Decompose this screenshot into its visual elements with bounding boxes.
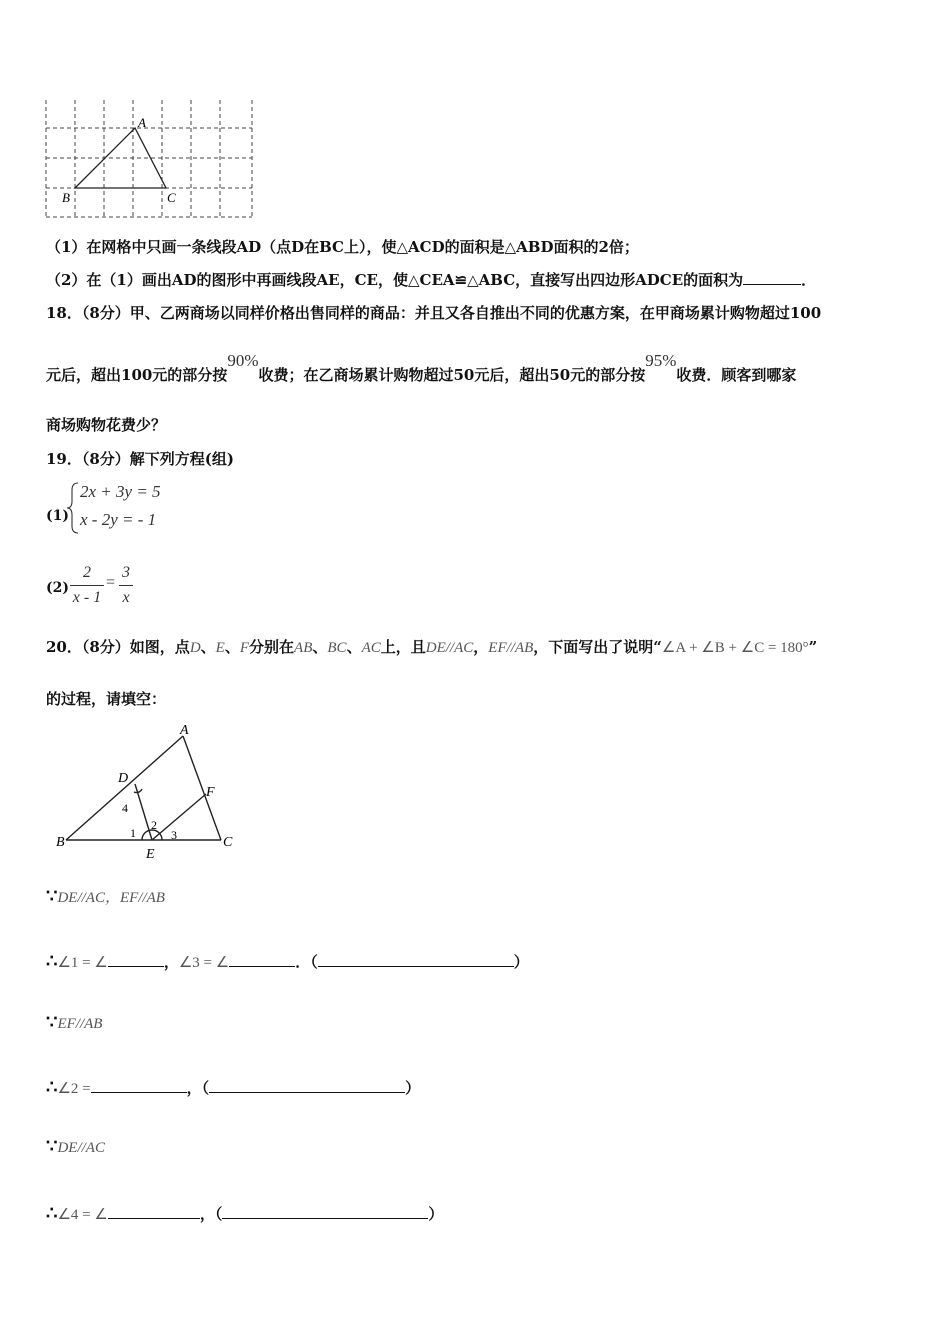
step-2-open: ．（ — [295, 953, 318, 971]
comma: ， — [473, 638, 489, 656]
fig-angle-1: 1 — [130, 826, 136, 840]
fig-label-d: D — [118, 771, 129, 786]
angle-sum-claim: ∠A + ∠B + ∠C = 180° — [661, 640, 809, 656]
q20-intro-e: ” — [808, 638, 818, 656]
q19-equation-2: x - 2y = - 1 — [80, 510, 157, 529]
point-f: F — [239, 640, 250, 656]
q20-intro-b: 分别在 — [249, 638, 295, 656]
label-b: B — [62, 190, 70, 205]
dashed-grid — [46, 100, 252, 218]
fig-angle-2: 2 — [151, 818, 157, 832]
sep: 、 — [346, 638, 362, 656]
step-5 — [46, 1136, 105, 1159]
fraction-equals: = — [106, 574, 116, 591]
step-1-text: DE//AC，EF//AB — [57, 890, 165, 906]
fig-label-a: A — [180, 723, 189, 738]
q17-part2 — [46, 268, 816, 291]
triangle-def-figure — [50, 722, 250, 862]
q18-line2-c: 收费．顾客到哪家 — [676, 366, 797, 384]
blank-reason-2[interactable] — [209, 1076, 405, 1093]
fraction-2-bar — [119, 585, 133, 586]
sep: 、 — [312, 638, 328, 656]
fraction-1-bar — [70, 585, 104, 586]
therefore-symbol: ∴ — [46, 1077, 58, 1098]
q18-line2-a: 元后，超出100元的部分按 — [46, 366, 228, 384]
step-5-text: DE//AC — [57, 1140, 105, 1156]
answer-blank[interactable] — [743, 268, 801, 285]
q20-intro — [46, 636, 817, 659]
q20-intro-d: ，下面写出了说明“ — [533, 638, 662, 656]
q18-percent-90: 90% — [227, 351, 259, 370]
because-symbol: ∵ — [46, 1012, 58, 1033]
q19-equation-1: 2x + 3y = 5 — [80, 482, 161, 501]
q20-intro-c: 上，且 — [380, 638, 426, 656]
label-c: C — [167, 190, 176, 205]
segment-ab: AB — [294, 640, 313, 656]
q18-line3: 商场购物花费少？ — [46, 416, 167, 434]
fig-label-f: F — [206, 785, 215, 800]
fig-label-e: E — [146, 847, 155, 862]
step-2-angle-3: ∠3 = ∠ — [178, 955, 230, 971]
segment-ac: AC — [361, 640, 381, 656]
step-4 — [46, 1076, 420, 1100]
blank-reason-3[interactable] — [222, 1202, 428, 1219]
step-2 — [46, 950, 529, 974]
side-ab — [66, 736, 183, 840]
step-2-close: ） — [513, 953, 529, 971]
q17-part1: （1）在网格中只画一条线段AD（点D在BC上），使△ACD的面积是△ABD面积的2倍； — [46, 238, 639, 256]
step-2-angle-1: ∠1 = ∠ — [57, 955, 108, 971]
step-1 — [46, 886, 165, 909]
step-6-close: ） — [428, 1205, 444, 1223]
fig-label-c: C — [223, 835, 233, 850]
fraction-1-denominator: x - 1 — [72, 589, 102, 606]
therefore-symbol: ∴ — [46, 1203, 58, 1224]
blank-angle-2[interactable] — [91, 1076, 187, 1093]
step-2-comma: ， — [163, 953, 179, 971]
because-symbol: ∵ — [46, 886, 58, 907]
condition-ef-ab: EF//AB — [488, 640, 534, 656]
point-e: E — [215, 640, 225, 656]
fraction-1-numerator: 2 — [83, 564, 91, 581]
sep: 、 — [224, 638, 240, 656]
q18-line2 — [46, 351, 797, 386]
q19-part1-label: (1) — [46, 508, 69, 524]
step-3-text: EF//AB — [57, 1016, 103, 1032]
segment-bc: BC — [327, 640, 347, 656]
step-4-open: ，（ — [186, 1079, 210, 1097]
q18-percent-95: 95% — [645, 351, 677, 370]
grid-triangle-figure — [40, 96, 260, 222]
fraction-2-denominator: x — [122, 589, 130, 606]
angle-arc-d — [134, 789, 142, 793]
step-4-close: ） — [405, 1079, 421, 1097]
step-6 — [46, 1202, 443, 1226]
therefore-symbol: ∴ — [46, 951, 58, 972]
q17-part2-text: （2）在（1）画出AD的图形中再画线段AE，CE，使△CEA≌△ABC，直接写出四边形ADCE的面积为 — [46, 271, 744, 289]
q20-intro-a: 20．（8分）如图，点 — [46, 638, 190, 656]
q20-line2: 的过程，请填空： — [46, 690, 167, 708]
side-ac — [183, 736, 221, 840]
blank-reason-1[interactable] — [318, 950, 514, 967]
blank-angle-3[interactable] — [229, 950, 295, 967]
fraction-2-numerator: 3 — [122, 564, 130, 581]
q18-line1: 18．（8分）甲、乙两商场以同样价格出售同样的商品：并且又各自推出不同的优惠方案，在甲商场累计购物超过100 — [46, 304, 822, 322]
step-6-open: ，（ — [199, 1205, 223, 1223]
fig-angle-4: 4 — [122, 801, 128, 815]
blank-angle-4[interactable] — [108, 1202, 200, 1219]
q18-line2-b: 收费；在乙商场累计购物超过50元后，超出50元的部分按 — [258, 366, 646, 384]
label-a: A — [138, 115, 146, 130]
blank-angle-1[interactable] — [108, 950, 164, 967]
because-symbol: ∵ — [46, 1136, 58, 1157]
q19-title: 19．（8分）解下列方程(组) — [46, 450, 235, 468]
fig-angle-3: 3 — [171, 828, 177, 842]
condition-de-ac: DE//AC — [425, 640, 474, 656]
q17-part2-end: ． — [801, 271, 817, 289]
point-d: D — [189, 640, 201, 656]
fig-label-b: B — [56, 835, 65, 850]
step-3 — [46, 1012, 102, 1035]
step-4-angle-2: ∠2 = — [57, 1081, 91, 1097]
q19-part2-label: (2) — [46, 580, 69, 596]
step-6-angle-4: ∠4 = ∠ — [57, 1207, 108, 1223]
sep: 、 — [200, 638, 216, 656]
